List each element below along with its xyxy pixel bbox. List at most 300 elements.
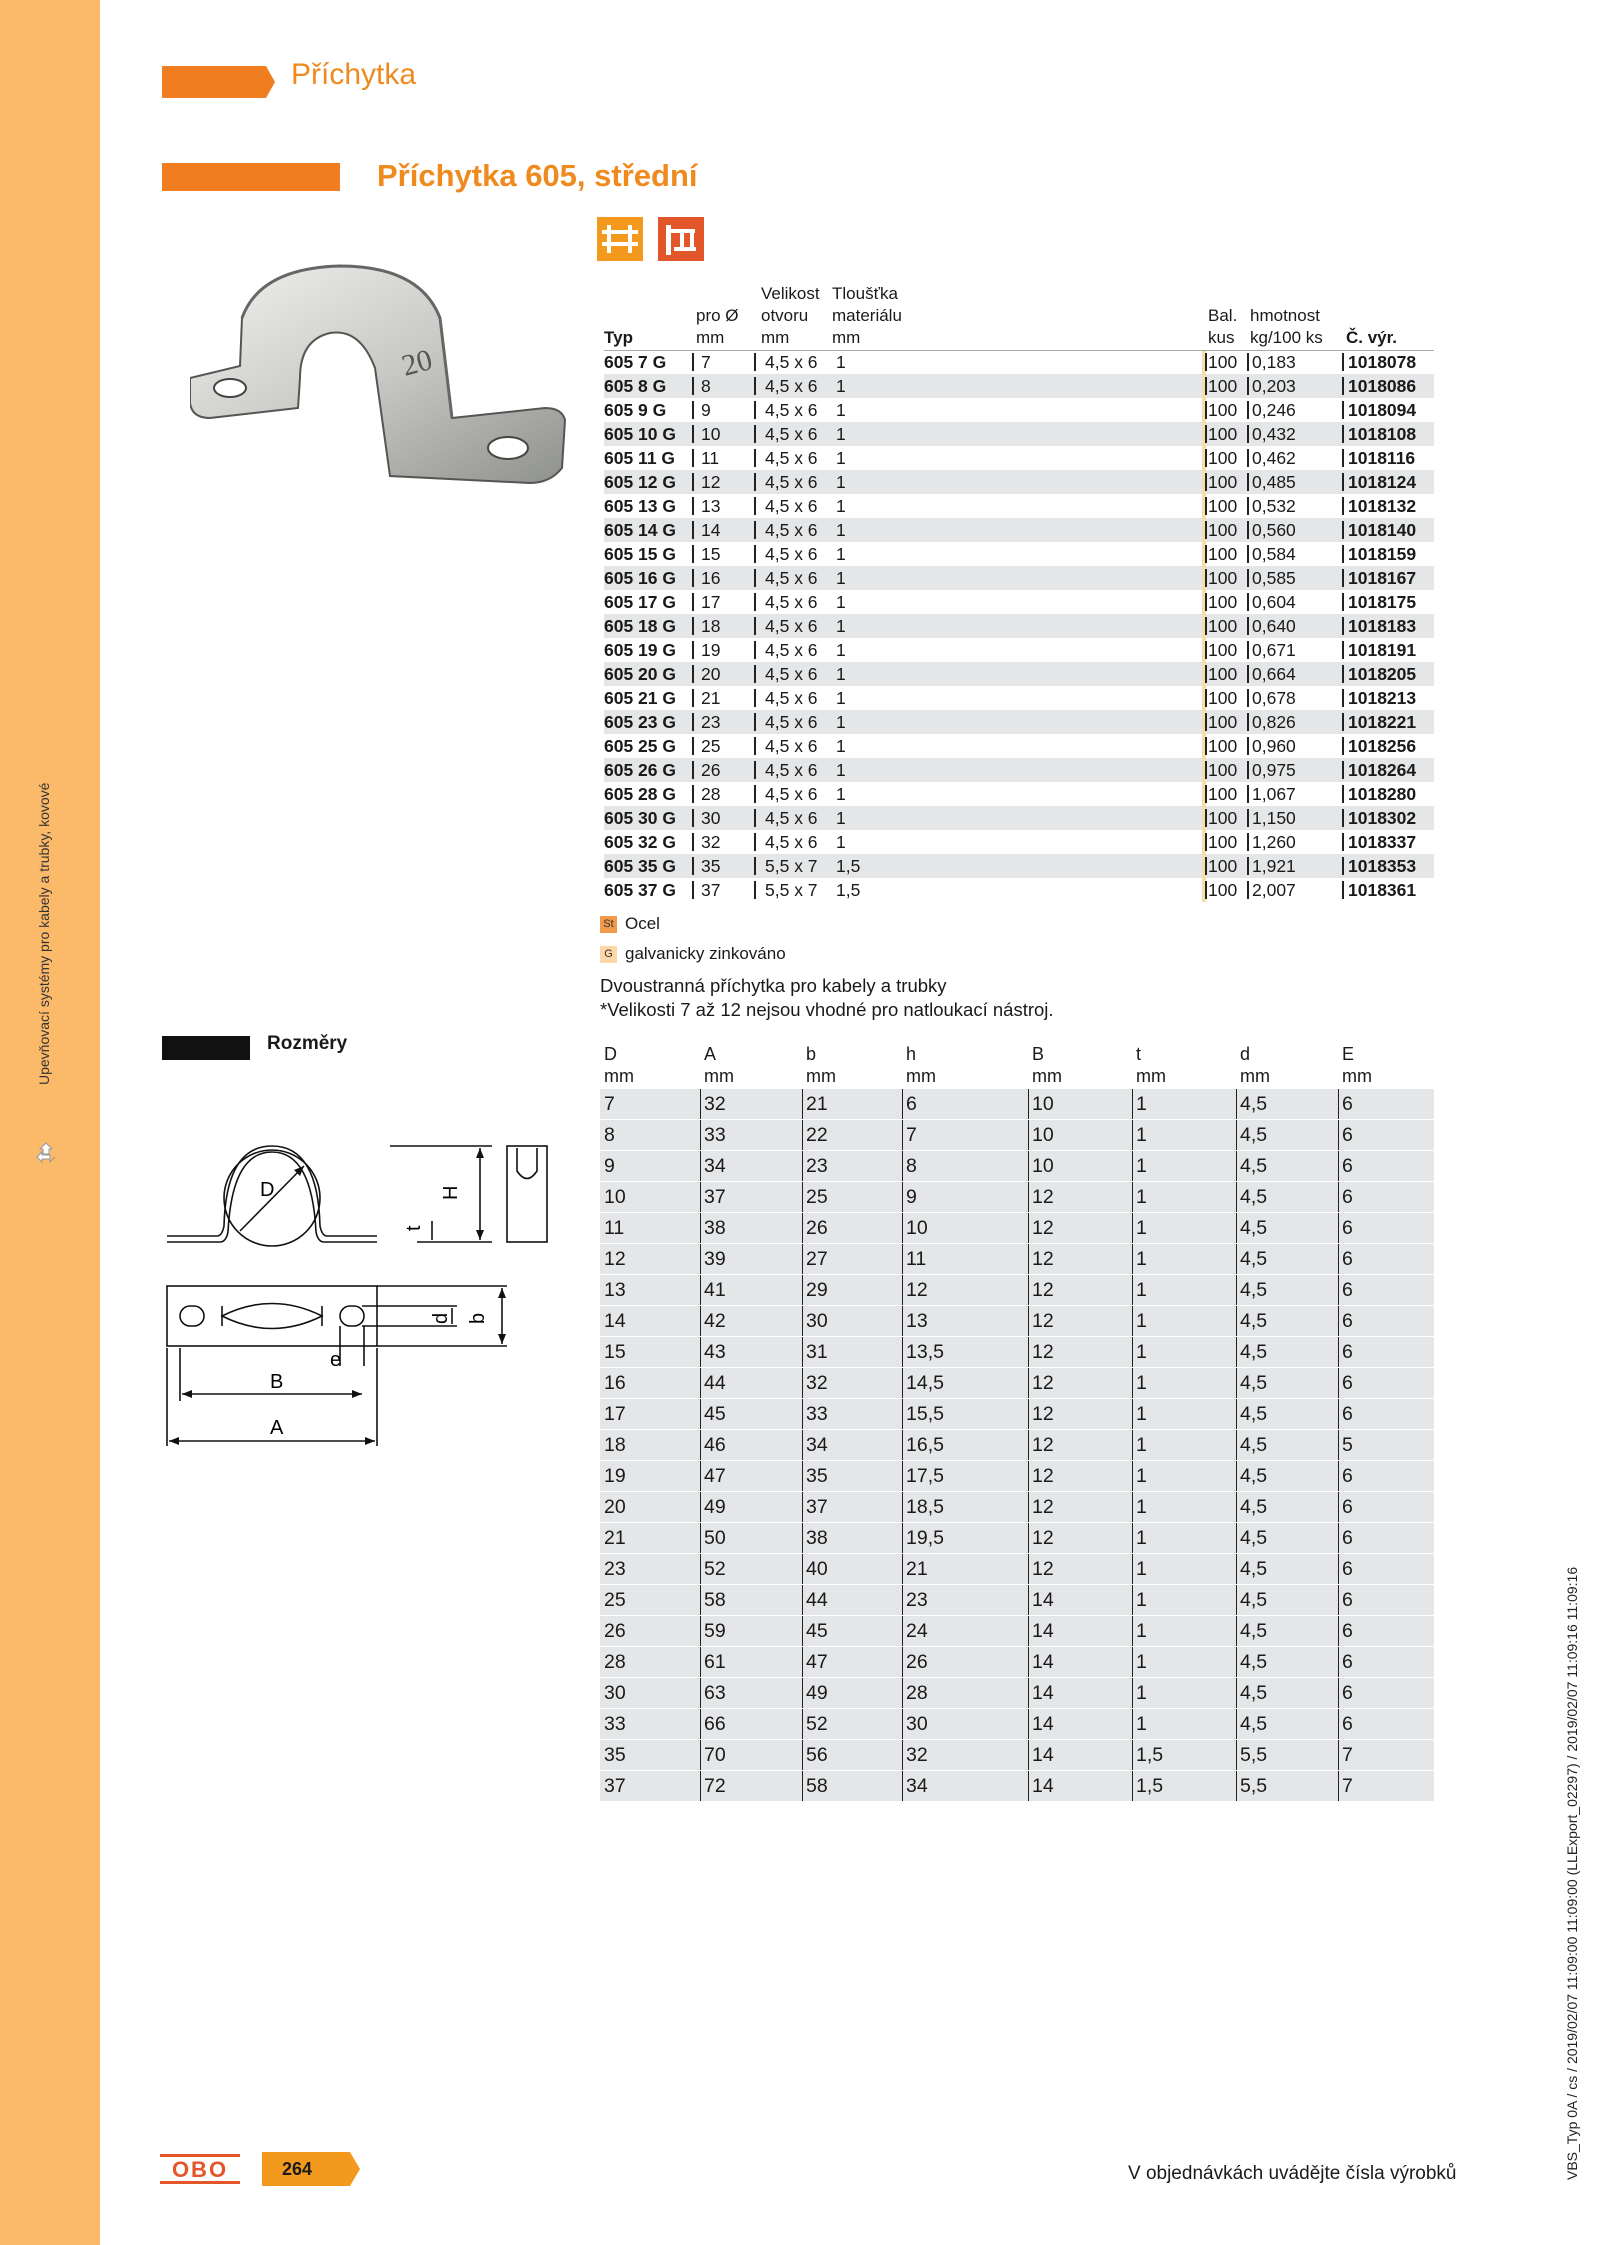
cell-divider	[802, 1709, 803, 1739]
cell-divider	[700, 1585, 701, 1615]
col-bal: Bal.	[1208, 306, 1238, 325]
dimension-cell: 1	[1136, 1434, 1147, 1456]
dimension-cell: 6	[1342, 1496, 1353, 1518]
dimension-cell: 27	[806, 1248, 828, 1270]
cell-divider	[1338, 1616, 1339, 1646]
cell-divider	[1205, 449, 1207, 467]
dimension-cell: 38	[704, 1217, 726, 1239]
product-cell: 0,203	[1252, 376, 1296, 396]
dimension-cell: 6	[1342, 1155, 1353, 1177]
product-cell: 7	[701, 352, 711, 372]
dimension-cell: 10	[604, 1186, 626, 1208]
dimension-cell: 1	[1136, 1713, 1147, 1735]
col-pro-unit: mm	[696, 328, 725, 347]
cell-divider	[902, 1554, 903, 1584]
cell-divider	[1028, 1120, 1029, 1150]
product-cell: 25	[701, 736, 721, 756]
product-cell: 1,150	[1252, 808, 1296, 828]
dimension-cell: 4,5	[1240, 1620, 1268, 1642]
dimension-cell: 4,5	[1240, 1651, 1268, 1673]
dimension-cell: 6	[1342, 1651, 1353, 1673]
product-cell: 26	[701, 760, 721, 780]
dimension-cell: 1	[1136, 1186, 1147, 1208]
cell-divider	[1247, 449, 1249, 467]
cell-divider	[1342, 401, 1344, 419]
cell-divider	[754, 857, 756, 875]
product-row	[604, 662, 1434, 686]
product-cell: 13	[701, 496, 721, 516]
footer-note: V objednávkách uvádějte čísla výrobků	[1128, 2163, 1457, 2184]
cell-divider	[692, 617, 694, 635]
cell-divider	[700, 1554, 701, 1584]
dimension-cell: 1,5	[1136, 1744, 1164, 1766]
cell-divider	[1236, 1678, 1237, 1708]
cell-divider	[1205, 737, 1207, 755]
cell-divider	[902, 1089, 903, 1119]
dimension-cell: 6	[1342, 1186, 1353, 1208]
cell-divider	[1247, 737, 1249, 755]
cell-divider	[692, 761, 694, 779]
cell-divider	[1338, 1244, 1339, 1274]
drawing-label-B: B	[270, 1371, 284, 1393]
dimension-row	[600, 1243, 1434, 1274]
dimension-cell: 1	[1136, 1589, 1147, 1611]
dimension-cell: 40	[806, 1558, 828, 1580]
dimension-row	[600, 1491, 1434, 1522]
product-table-body	[604, 350, 1434, 902]
dimension-cell: 25	[604, 1589, 626, 1611]
dimension-row	[600, 1708, 1434, 1739]
legend-galvanized	[600, 944, 786, 964]
dimension-cell: 13	[906, 1310, 928, 1332]
cell-divider	[902, 1399, 903, 1429]
dimension-cell: 45	[704, 1403, 726, 1425]
dimension-cell: 4,5	[1240, 1155, 1268, 1177]
product-cell: 100	[1208, 592, 1238, 612]
cell-divider	[1132, 1182, 1133, 1212]
product-cell: 1018213	[1348, 688, 1417, 708]
cell-divider	[802, 1678, 803, 1708]
dimension-cell: 6	[1342, 1372, 1353, 1394]
dimension-cell: 1	[1136, 1651, 1147, 1673]
dim-unit: mm	[1032, 1066, 1062, 1086]
cell-divider	[1236, 1089, 1237, 1119]
cell-divider	[1028, 1554, 1029, 1584]
dimension-cell: 4,5	[1240, 1713, 1268, 1735]
product-cell: 5,5 x 7	[765, 880, 818, 900]
cell-divider	[1236, 1182, 1237, 1212]
cell-divider	[1205, 857, 1207, 875]
cell-divider	[754, 377, 756, 395]
product-cell: 4,5 x 6	[765, 688, 818, 708]
dimension-row	[600, 1398, 1434, 1429]
cell-divider	[1338, 1275, 1339, 1305]
dimension-cell: 10	[906, 1217, 928, 1239]
dimension-cell: 14	[1032, 1651, 1054, 1673]
product-cell: 100	[1208, 400, 1238, 420]
dimension-cell: 22	[806, 1124, 828, 1146]
cell-divider	[902, 1337, 903, 1367]
cell-divider	[1028, 1771, 1029, 1801]
dimension-cell: 20	[604, 1496, 626, 1518]
side-category-text: Upevňovací systémy pro kabely a trubky, kovové	[36, 782, 52, 1085]
cell-divider	[1028, 1492, 1029, 1522]
cell-divider	[692, 737, 694, 755]
product-cell: 1018132	[1348, 496, 1417, 516]
dimension-cell: 14	[1032, 1744, 1054, 1766]
cell-divider	[1205, 473, 1207, 491]
cell-divider	[754, 545, 756, 563]
cell-divider	[1342, 689, 1344, 707]
dimension-cell: 13,5	[906, 1341, 944, 1363]
cell-divider	[754, 617, 756, 635]
product-cell: 1018159	[1348, 544, 1417, 564]
cell-divider	[700, 1399, 701, 1429]
dimension-cell: 56	[806, 1744, 828, 1766]
cell-divider	[1205, 353, 1207, 371]
product-row	[604, 806, 1434, 830]
dimension-cell: 1	[1136, 1341, 1147, 1363]
cell-divider	[1205, 785, 1207, 803]
cell-divider	[902, 1151, 903, 1181]
product-cell: 1018302	[1348, 808, 1417, 828]
dimension-cell: 1	[1136, 1682, 1147, 1704]
dimension-cell: 30	[906, 1713, 928, 1735]
cell-divider	[1342, 857, 1344, 875]
cell-divider	[902, 1213, 903, 1243]
product-row	[604, 566, 1434, 590]
cell-divider	[754, 521, 756, 539]
cell-divider	[1247, 881, 1249, 899]
cell-divider	[700, 1151, 701, 1181]
cell-divider	[1236, 1616, 1237, 1646]
cell-divider	[1247, 401, 1249, 419]
cell-divider	[1132, 1616, 1133, 1646]
dimension-cell: 66	[704, 1713, 726, 1735]
cell-divider	[902, 1244, 903, 1274]
dimension-cell: 34	[704, 1155, 726, 1177]
product-cell: 0,532	[1252, 496, 1296, 516]
product-cell: 1,260	[1252, 832, 1296, 852]
dimension-cell: 44	[704, 1372, 726, 1394]
product-cell: 1	[836, 760, 846, 780]
photo-marking: 20	[398, 343, 436, 383]
product-cell: 1	[836, 568, 846, 588]
product-cell: 100	[1208, 520, 1238, 540]
cell-divider	[1247, 689, 1249, 707]
cell-divider	[902, 1678, 903, 1708]
product-cell: 1	[836, 688, 846, 708]
cell-divider	[1247, 569, 1249, 587]
dimension-cell: 12	[1032, 1217, 1054, 1239]
cell-divider	[754, 641, 756, 659]
dimension-row	[600, 1336, 1434, 1367]
dimension-cell: 12	[1032, 1558, 1054, 1580]
col-bal-unit: kus	[1208, 328, 1235, 347]
dimension-cell: 6	[1342, 1341, 1353, 1363]
cell-divider	[1247, 641, 1249, 659]
cell-divider	[802, 1523, 803, 1553]
product-cell: 4,5 x 6	[765, 376, 818, 396]
dimension-cell: 23	[604, 1558, 626, 1580]
cell-divider	[802, 1647, 803, 1677]
product-cell: 4,5 x 6	[765, 568, 818, 588]
dimension-cell: 18	[604, 1434, 626, 1456]
legend-text-steel: Ocel	[625, 914, 660, 933]
product-cell: 1018221	[1348, 712, 1417, 732]
cell-divider	[1338, 1430, 1339, 1460]
cell-divider	[1338, 1151, 1339, 1181]
cell-divider	[1236, 1213, 1237, 1243]
dimension-cell: 15	[604, 1341, 626, 1363]
cell-divider	[802, 1461, 803, 1491]
product-row	[604, 830, 1434, 854]
product-cell: 605 10 G	[604, 424, 676, 444]
cell-divider	[754, 569, 756, 587]
dimension-cell: 4,5	[1240, 1093, 1268, 1115]
cell-divider	[1132, 1647, 1133, 1677]
product-cell: 605 25 G	[604, 736, 676, 756]
dimension-cell: 6	[1342, 1713, 1353, 1735]
product-row	[604, 374, 1434, 398]
cell-divider	[1342, 377, 1344, 395]
dimension-cell: 1	[1136, 1124, 1147, 1146]
product-cell: 1,921	[1252, 856, 1296, 876]
product-row	[604, 614, 1434, 638]
drawing-label-A: A	[270, 1417, 284, 1439]
product-row	[604, 422, 1434, 446]
product-cell: 100	[1208, 832, 1238, 852]
cell-divider	[754, 497, 756, 515]
cell-divider	[1342, 617, 1344, 635]
dim-header: E	[1342, 1044, 1355, 1064]
dimension-row	[600, 1677, 1434, 1708]
product-cell: 4,5 x 6	[765, 832, 818, 852]
cell-divider	[1236, 1399, 1237, 1429]
product-cell: 4,5 x 6	[765, 544, 818, 564]
cell-divider	[692, 449, 694, 467]
cell-divider	[754, 401, 756, 419]
cell-divider	[902, 1585, 903, 1615]
dimension-cell: 6	[1342, 1310, 1353, 1332]
cell-divider	[802, 1337, 803, 1367]
dimension-cell: 13	[604, 1279, 626, 1301]
mounting-rail-icon	[597, 217, 643, 261]
dimension-cell: 1	[1136, 1372, 1147, 1394]
cell-divider	[902, 1616, 903, 1646]
product-cell: 1	[836, 496, 846, 516]
product-cell: 1	[836, 808, 846, 828]
dimension-cell: 70	[704, 1744, 726, 1766]
dimension-cell: 4,5	[1240, 1279, 1268, 1301]
dimension-cell: 32	[704, 1093, 726, 1115]
cell-divider	[1247, 521, 1249, 539]
dimension-cell: 12	[1032, 1279, 1054, 1301]
product-row	[604, 758, 1434, 782]
product-cell: 4,5 x 6	[765, 664, 818, 684]
cell-divider	[1338, 1771, 1339, 1801]
dimension-row	[600, 1367, 1434, 1398]
dimension-cell: 6	[1342, 1465, 1353, 1487]
product-cell: 100	[1208, 352, 1238, 372]
dimension-cell: 19,5	[906, 1527, 944, 1549]
product-cell: 1,5	[836, 880, 861, 900]
cell-divider	[1028, 1647, 1029, 1677]
cell-divider	[1247, 761, 1249, 779]
cell-divider	[1132, 1461, 1133, 1491]
product-cell: 5,5 x 7	[765, 856, 818, 876]
product-cell: 14	[701, 520, 721, 540]
cell-divider	[1028, 1740, 1029, 1770]
cell-divider	[1132, 1771, 1133, 1801]
dimension-cell: 47	[704, 1465, 726, 1487]
dimension-cell: 1,5	[1136, 1775, 1164, 1797]
dimension-cell: 1	[1136, 1403, 1147, 1425]
dimension-cell: 35	[806, 1465, 828, 1487]
cell-divider	[1247, 857, 1249, 875]
dimension-cell: 5,5	[1240, 1744, 1268, 1766]
dim-unit: mm	[906, 1066, 936, 1086]
cell-divider	[700, 1089, 701, 1119]
dimension-cell: 42	[704, 1310, 726, 1332]
cell-divider	[1132, 1368, 1133, 1398]
product-cell: 0,975	[1252, 760, 1296, 780]
recycle-icon	[33, 1140, 59, 1166]
product-cell: 0,560	[1252, 520, 1296, 540]
dimension-cell: 6	[1342, 1217, 1353, 1239]
dimension-cell: 46	[704, 1434, 726, 1456]
product-cell: 605 13 G	[604, 496, 676, 516]
cell-divider	[1247, 785, 1249, 803]
dim-header: b	[806, 1044, 817, 1064]
dimension-cell: 6	[1342, 1403, 1353, 1425]
product-cell: 4,5 x 6	[765, 760, 818, 780]
product-cell: 605 32 G	[604, 832, 676, 852]
dimension-cell: 4,5	[1240, 1434, 1268, 1456]
dimension-cell: 17,5	[906, 1465, 944, 1487]
cell-divider	[700, 1616, 701, 1646]
dimension-cell: 34	[806, 1434, 828, 1456]
product-cell: 605 35 G	[604, 856, 676, 876]
cell-divider	[802, 1399, 803, 1429]
product-cell: 21	[701, 688, 721, 708]
product-cell: 0,664	[1252, 664, 1296, 684]
product-cell: 605 16 G	[604, 568, 676, 588]
cell-divider	[692, 641, 694, 659]
cell-divider	[1028, 1585, 1029, 1615]
dimension-cell: 35	[604, 1744, 626, 1766]
dim-unit: mm	[1240, 1066, 1270, 1086]
cell-divider	[1028, 1399, 1029, 1429]
product-cell: 605 28 G	[604, 784, 676, 804]
cell-divider	[700, 1678, 701, 1708]
cell-divider	[902, 1461, 903, 1491]
product-table-header	[604, 284, 1434, 350]
cell-divider	[1236, 1275, 1237, 1305]
cell-divider	[902, 1771, 903, 1801]
dimension-cell: 33	[704, 1124, 726, 1146]
product-cell: 1	[836, 376, 846, 396]
dimension-cell: 47	[806, 1651, 828, 1673]
product-cell: 4,5 x 6	[765, 616, 818, 636]
cell-divider	[1338, 1399, 1339, 1429]
cell-divider	[754, 473, 756, 491]
cell-divider	[1132, 1244, 1133, 1274]
product-cell: 100	[1208, 472, 1238, 492]
legend-text-galvanized: galvanicky zinkováno	[625, 944, 786, 963]
cell-divider	[692, 473, 694, 491]
product-cell: 8	[701, 376, 711, 396]
product-cell: 100	[1208, 544, 1238, 564]
product-cell: 1018337	[1348, 832, 1417, 852]
dimension-cell: 37	[604, 1775, 626, 1797]
dimension-cell: 58	[806, 1775, 828, 1797]
product-cell: 0,960	[1252, 736, 1296, 756]
dim-header: D	[604, 1044, 617, 1064]
cell-divider	[1342, 809, 1344, 827]
dimension-cell: 10	[1032, 1155, 1054, 1177]
cell-divider	[1132, 1306, 1133, 1336]
dimension-row	[600, 1181, 1434, 1212]
cell-divider	[1236, 1244, 1237, 1274]
cell-divider	[754, 737, 756, 755]
cell-divider	[700, 1244, 701, 1274]
product-cell: 100	[1208, 640, 1238, 660]
product-cell: 0,585	[1252, 568, 1296, 588]
product-cell: 12	[701, 472, 721, 492]
product-cell: 605 20 G	[604, 664, 676, 684]
product-cell: 1018205	[1348, 664, 1417, 684]
cell-divider	[902, 1647, 903, 1677]
dimension-cell: 12	[1032, 1186, 1054, 1208]
product-photo	[190, 258, 568, 580]
cell-divider	[802, 1554, 803, 1584]
cell-divider	[700, 1213, 701, 1243]
dimension-cell: 37	[704, 1186, 726, 1208]
dimension-cell: 10	[1032, 1093, 1054, 1115]
dimension-cell: 29	[806, 1279, 828, 1301]
cell-divider	[1028, 1368, 1029, 1398]
cell-divider	[1236, 1647, 1237, 1677]
product-row	[604, 518, 1434, 542]
dimension-cell: 14,5	[906, 1372, 944, 1394]
dimension-cell: 4,5	[1240, 1527, 1268, 1549]
cell-divider	[1132, 1740, 1133, 1770]
cell-divider	[1132, 1399, 1133, 1429]
cell-divider	[802, 1182, 803, 1212]
product-cell: 605 8 G	[604, 376, 667, 396]
cell-divider	[1205, 809, 1207, 827]
product-cell: 100	[1208, 760, 1238, 780]
product-row	[604, 734, 1434, 758]
dimension-cell: 63	[704, 1682, 726, 1704]
col-pro: pro Ø	[696, 306, 739, 325]
dim-header: A	[704, 1044, 717, 1064]
cell-divider	[802, 1616, 803, 1646]
logo-text: OBO	[171, 2157, 229, 2182]
dimension-cell: 34	[906, 1775, 928, 1797]
cell-divider	[902, 1120, 903, 1150]
cell-divider	[1205, 521, 1207, 539]
product-cell: 605 30 G	[604, 808, 676, 828]
cell-divider	[1236, 1306, 1237, 1336]
product-cell: 1	[836, 664, 846, 684]
dimension-cell: 7	[1342, 1775, 1353, 1797]
page-number: 264	[282, 2159, 313, 2179]
dim-header: d	[1240, 1044, 1251, 1064]
cell-divider	[1236, 1709, 1237, 1739]
cell-divider	[802, 1275, 803, 1305]
